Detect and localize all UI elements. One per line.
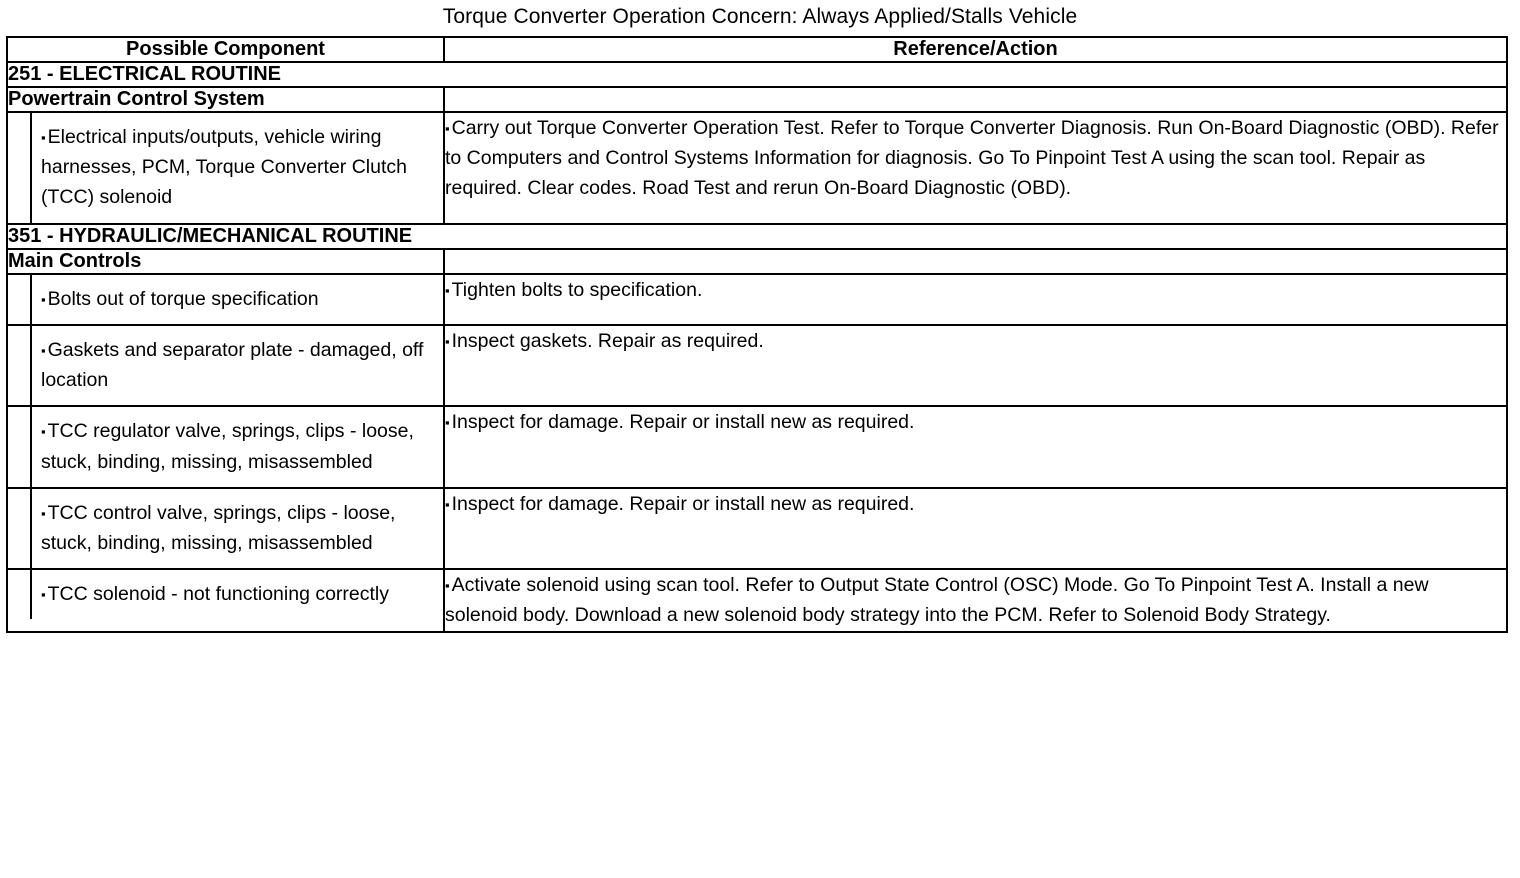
indent-gutter — [8, 326, 32, 405]
component-text: Gaskets and separator plate - damaged, off location — [41, 338, 424, 392]
indent-gutter — [8, 407, 32, 486]
action-text: Inspect for damage. Repair or install new as required. — [451, 492, 915, 515]
bullet-icon: ▪ — [445, 578, 450, 594]
bullet-icon: ▪ — [41, 342, 46, 358]
bullet-icon: ▪ — [41, 505, 46, 521]
component-text: TCC solenoid - not functioning correctly — [47, 583, 390, 606]
action-text: Inspect for damage. Repair or install new as required. — [451, 411, 915, 434]
column-header-possible-component: Possible Component — [7, 37, 444, 62]
table-row — [7, 112, 1507, 224]
bullet-icon: ▪ — [445, 415, 450, 431]
bullet-icon: ▪ — [445, 496, 450, 512]
action-text: Tighten bolts to specification. — [451, 278, 703, 301]
component-cell — [7, 112, 444, 224]
table-row — [7, 569, 1507, 631]
component-cell — [7, 274, 444, 325]
bullet-icon: ▪ — [41, 130, 46, 145]
indent-gutter — [8, 275, 32, 324]
table-row — [7, 249, 1507, 274]
bullet-icon: ▪ — [41, 291, 46, 307]
component-cell — [7, 569, 444, 631]
section-header: 351 - HYDRAULIC/MECHANICAL ROUTINE — [7, 224, 1507, 249]
component-text: Electrical inputs/outputs, vehicle wiring harnesses, PCM, Torque Converter Clutch (TCC) solenoid — [41, 126, 407, 209]
component-text: TCC control valve, springs, clips - loose, stuck, binding, missing, misassembled — [41, 501, 396, 554]
table-row — [7, 62, 1507, 87]
component-text: TCC regulator valve, springs, clips - loose, stuck, binding, missing, misassembled — [41, 420, 414, 473]
column-header-reference-action: Reference/Action — [444, 37, 1507, 62]
action-cell — [444, 406, 1507, 487]
component-cell — [7, 325, 444, 406]
component-cell — [7, 406, 444, 487]
table-row — [7, 224, 1507, 249]
table-row — [7, 406, 1507, 487]
bullet-icon: ▪ — [41, 424, 46, 440]
indent-gutter — [8, 570, 32, 619]
indent-gutter — [8, 489, 32, 568]
bullet-icon: ▪ — [445, 333, 450, 349]
table-row — [7, 325, 1507, 406]
bullet-icon: ▪ — [445, 121, 450, 136]
indent-gutter — [8, 113, 32, 223]
action-text: Carry out Torque Converter Operation Test. Refer to Torque Converter Diagnosis. Run On-Board Diagnostic (OBD). Refer to Computers and Control Systems Information for diagnosis. Go To Pinpoint Test A using the scan tool. Repair as required. Clear codes. Road Test and rerun On-Board Diagnostic (OBD). — [445, 117, 1499, 200]
subsection-header: Powertrain Control System — [7, 87, 444, 112]
empty-cell — [444, 249, 1507, 274]
bullet-icon: ▪ — [41, 587, 46, 603]
action-text: Activate solenoid using scan tool. Refer to Output State Control (OSC) Mode. Go To Pinpoint Test A. Install a new solenoid body. Download a new solenoid body strategy into the PCM. Refer to Solenoid Body Strategy. — [445, 574, 1429, 627]
section-header: 251 - ELECTRICAL ROUTINE — [7, 62, 1507, 87]
action-cell — [444, 325, 1507, 406]
bullet-icon: ▪ — [445, 282, 450, 298]
action-cell — [444, 274, 1507, 325]
component-cell — [7, 488, 444, 569]
component-text: Bolts out of torque specification — [47, 287, 319, 310]
table-row — [7, 488, 1507, 569]
action-cell — [444, 488, 1507, 569]
empty-cell — [444, 87, 1507, 112]
action-cell — [444, 569, 1507, 631]
page-title: Torque Converter Operation Concern: Always Applied/Stalls Vehicle — [442, 5, 1078, 28]
table-row — [7, 274, 1507, 325]
action-text: Inspect gaskets. Repair as required. — [451, 329, 764, 352]
diagnostic-table — [6, 36, 1508, 633]
action-cell — [444, 112, 1507, 224]
subsection-header: Main Controls — [7, 249, 444, 274]
table-header-row — [7, 37, 1507, 62]
table-row — [7, 87, 1507, 112]
